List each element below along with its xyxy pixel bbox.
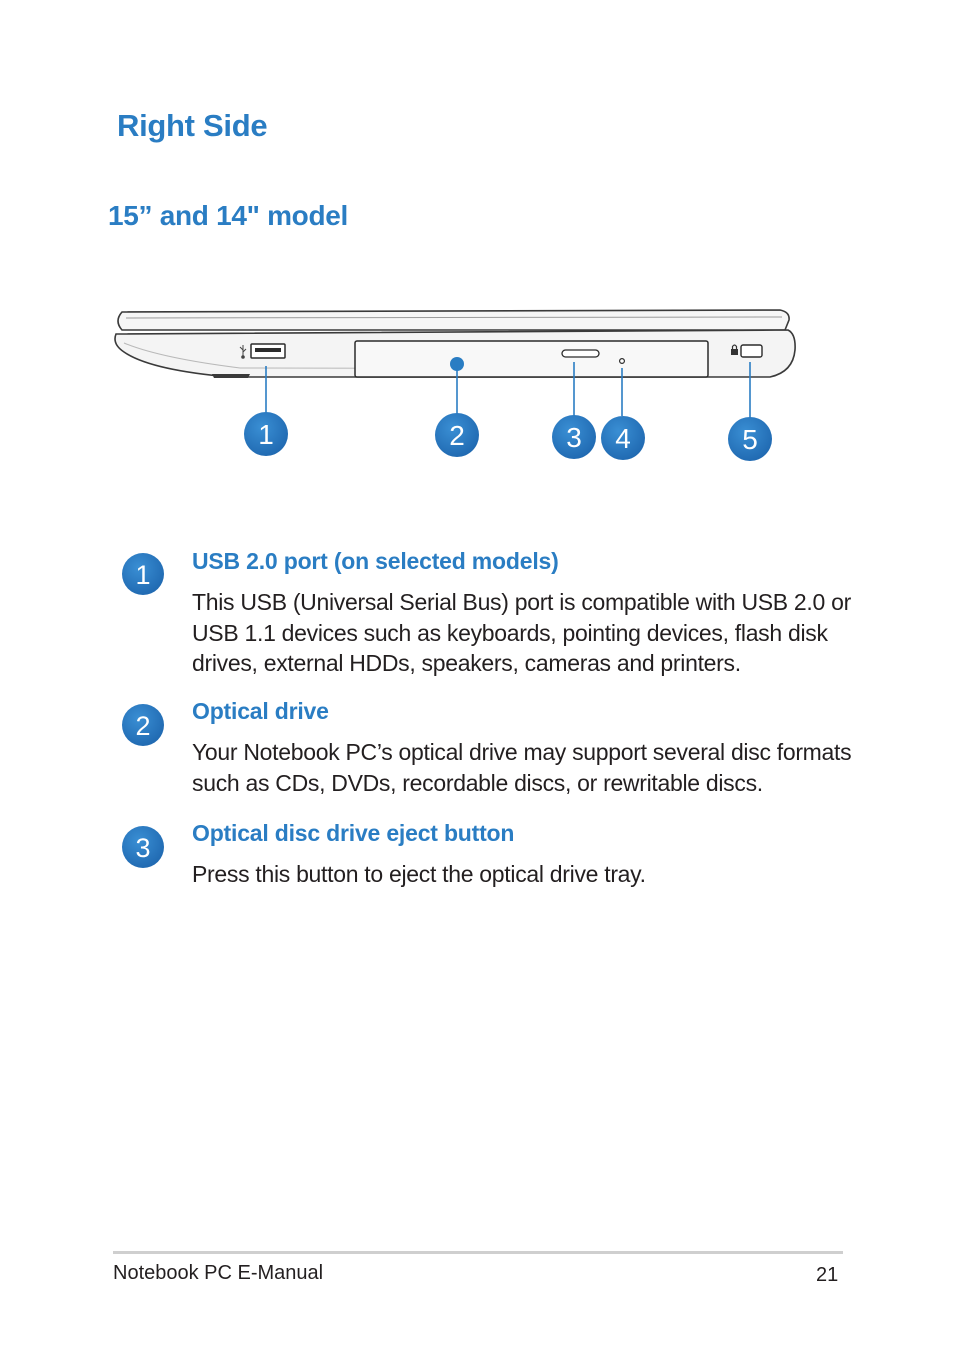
item-title: Optical drive [192,698,329,724]
item-description: Press this button to eject the optical drive tray. [192,861,646,887]
callout-badge-1 [244,412,288,456]
callout-badge-3 [552,415,596,459]
callout-badge-5 [728,417,772,461]
callout-badge-4 [601,416,645,460]
item-number: 2 [135,711,151,741]
optical-drive [355,341,708,377]
callout-badge-2 [435,413,479,457]
footer-divider [113,1251,843,1254]
item-description: Your Notebook PC’s optical drive may support several disc formats such as CDs, DVDs, recordable discs, or rewritable discs. [192,739,852,796]
callout-number: 3 [566,422,582,453]
item-title: USB 2.0 port (on selected models) [192,548,559,574]
item-number-badge [121,825,165,869]
item-description: This USB (Universal Serial Bus) port is compatible with USB 2.0 or USB 1.1 devices such as keyboards, pointing devices, flash disk drives, external HDDs, speakers, cameras and printers. [192,589,851,676]
laptop-right-side-diagram [0,290,954,490]
item-number-badge [121,552,165,596]
eject-button [562,350,599,357]
security-lock-slot [741,345,762,357]
item-number-badge [121,703,165,747]
page-title: Right Side [117,108,268,143]
page-number: 21 [816,1264,839,1286]
emergency-eject-hole [620,359,625,364]
laptop-lid [118,310,789,330]
callout-number: 1 [258,419,274,450]
callout-number: 2 [449,420,465,451]
section-title: 15” and 14" model [108,200,349,231]
footer-manual-title: Notebook PC E-Manual [113,1262,324,1284]
callout-number: 5 [742,424,758,455]
item-title: Optical disc drive eject button [192,820,515,846]
item-number: 3 [135,833,151,863]
callout-number: 4 [615,423,631,454]
item-number: 1 [135,560,151,590]
